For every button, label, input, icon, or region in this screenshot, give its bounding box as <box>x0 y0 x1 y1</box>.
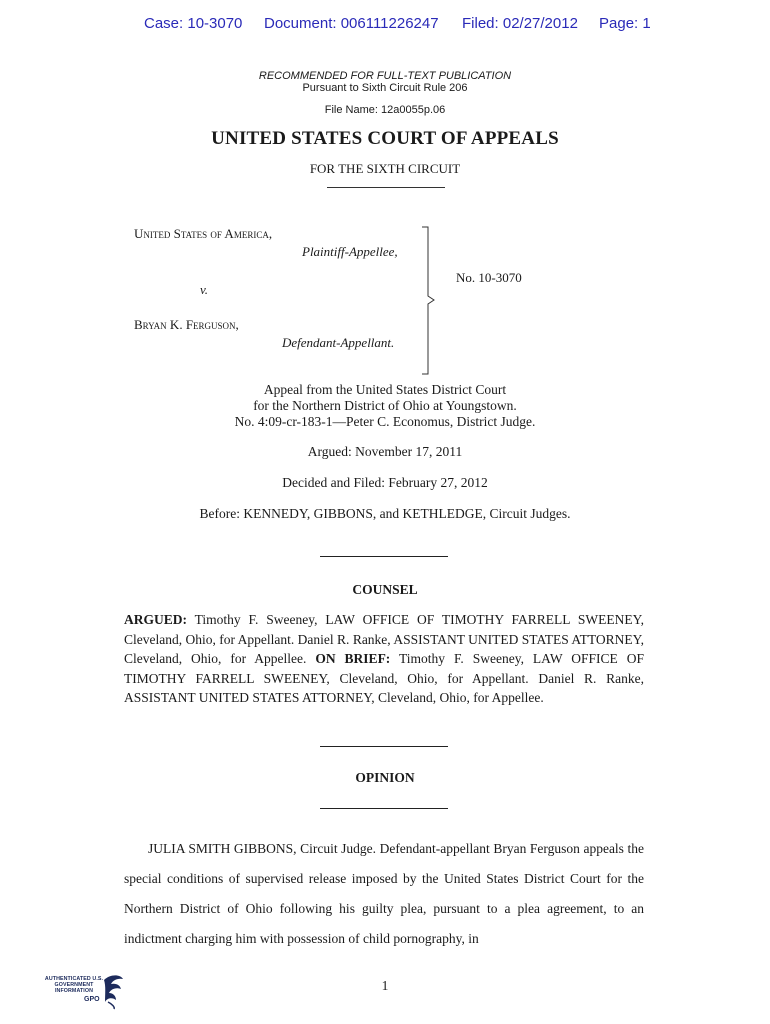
gpo-authentication-logo <box>44 972 128 1012</box>
circuit-name: FOR THE SIXTH CIRCUIT <box>309 161 461 176</box>
court-title: UNITED STATES COURT OF APPEALS <box>211 128 559 149</box>
argued-date: Argued: November 17, 2011 <box>307 444 463 459</box>
section-divider <box>320 808 448 809</box>
decided-date: Decided and Filed: February 27, 2012 <box>282 475 488 490</box>
on-brief-label: ON BRIEF: <box>315 651 391 666</box>
argued-counsel: Timothy F. Sweeney, LAW OFFICE OF TIMOTHY FARRELL SWEENEY, Cleveland, Ohio, for Appellant. Daniel R. Ranke, ASSISTANT UNITED STATES ATTORNEY, Cleveland, Ohio, for Appellee. <box>124 612 644 666</box>
page-stamp: Page: 1 <box>599 15 651 32</box>
publication-recommendation: RECOMMENDED FOR FULL-TEXT PUBLICATION <box>258 70 512 82</box>
plaintiff-role: Plaintiff-Appellee, <box>302 244 398 259</box>
counsel-heading: COUNSEL <box>352 582 418 597</box>
opinion-heading: OPINION <box>355 770 415 785</box>
caption-brace <box>420 226 440 376</box>
filed-date-stamp: Filed: 02/27/2012 <box>462 15 578 32</box>
panel-judges: Before: KENNEDY, GIBBONS, and KETHLEDGE, Circuit Judges. <box>199 506 571 521</box>
gpo-mark: GPO <box>84 996 100 1003</box>
gpo-authenticated-text: AUTHENTICATED U.S. GOVERNMENT INFORMATION <box>44 976 104 995</box>
appeal-line-3: No. 4:09-cr-183-1—Peter C. Economus, District Judge. <box>234 414 536 429</box>
filing-header <box>0 15 770 39</box>
defendant-role: Defendant-Appellant. <box>282 335 395 350</box>
file-name: File Name: 12a0055p.06 <box>324 104 446 116</box>
publication-rule: Pursuant to Sixth Circuit Rule 206 <box>302 82 468 94</box>
versus: v. <box>200 282 209 297</box>
appeal-line-2: for the Northern District of Ohio at Youngstown. <box>253 398 517 413</box>
argued-label: ARGUED: <box>124 612 187 627</box>
eagle-icon <box>100 972 126 1010</box>
case-number-stamp: Case: 10-3070 <box>144 15 243 32</box>
section-divider <box>320 556 448 557</box>
opinion-paragraph: JULIA SMITH GIBBONS, Circuit Judge. Defendant-appellant Bryan Ferguson appeals the special conditions of supervised release imposed by the United States District Court for the Northern District of Ohio following his guilty plea, pursuant to a plea agreement, to an indictment charging him with possession of child pornography, in <box>124 841 644 946</box>
appeal-line-1: Appeal from the United States District Court <box>263 382 507 397</box>
circuit-divider <box>327 187 445 188</box>
docket-number: No. 10-3070 <box>456 270 522 285</box>
document-number-stamp: Document: 006111226247 <box>264 15 439 32</box>
counsel-paragraph <box>124 610 644 708</box>
page-number: 1 <box>381 978 389 993</box>
defendant-name: Bryan K. Ferguson, <box>134 317 239 332</box>
section-divider <box>320 746 448 747</box>
plaintiff-name: United States of America, <box>134 226 273 241</box>
brief-counsel: Timothy F. Sweeney, LAW OFFICE OF TIMOTHY FARRELL SWEENEY, Cleveland, Ohio, for Appellant. Daniel R. Ranke, ASSISTANT UNITED STATES ATTORNEY, Cleveland, Ohio, for Appellee. <box>124 651 644 705</box>
